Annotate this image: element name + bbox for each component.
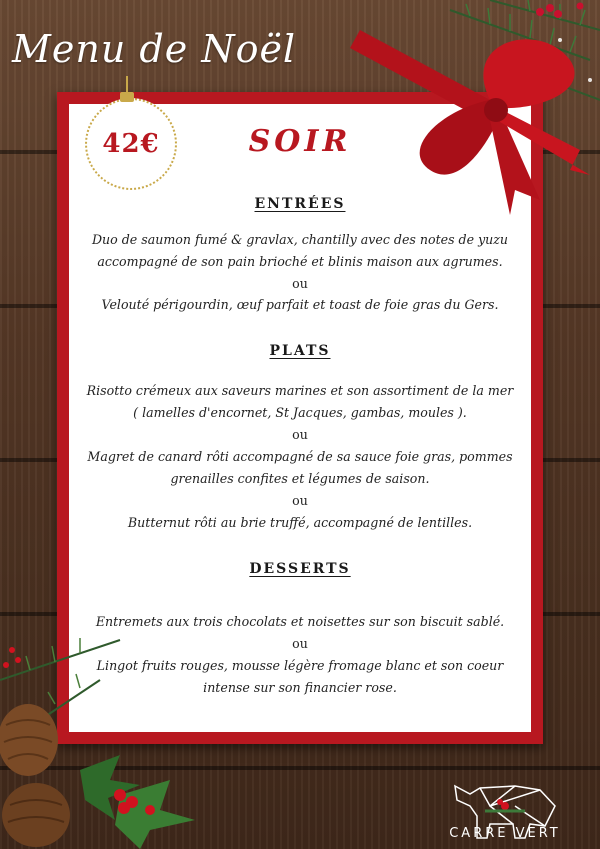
menu-line: Duo de saumon fumé & gravlax, chantilly avec des notes de yuzu [91, 232, 509, 247]
brand-name: CARRE VERT [449, 826, 561, 841]
section-title-plats: PLATS [269, 343, 331, 359]
menu-line: Magret de canard rôti accompagné de sa sauce foie gras, pommes [87, 449, 513, 464]
menu-or: ou [292, 427, 308, 442]
menu-line: Entremets aux trois chocolats et noisettes sur son biscuit sablé. [95, 614, 505, 629]
menu-line: Risotto crémeux aux saveurs marines et son assortiment de la mer [86, 383, 514, 398]
service-title: SOIR [248, 124, 352, 159]
menu-line: intense sur son financier rose. [203, 680, 397, 695]
ornament-cap [120, 92, 134, 102]
pinecone-holly-decoration [0, 620, 230, 849]
menu-line: Butternut rôti au brie truffé, accompagné de lentilles. [127, 515, 473, 530]
menu-line: grenailles confites et légumes de saison. [170, 471, 430, 486]
menu-line: ( lamelles d'encornet, St Jacques, gambas, moules ). [133, 405, 467, 420]
menu-or: ou [292, 493, 308, 508]
menu-line: Velouté périgourdin, œuf parfait et toast de foie gras du Gers. [101, 297, 499, 312]
section-title-entrees: ENTRÉES [254, 196, 346, 212]
menu-title: Menu de Noël [12, 27, 297, 71]
menu-or: ou [292, 276, 308, 291]
section-title-desserts: DESSERTS [249, 561, 351, 577]
price-label: 42€ [102, 129, 160, 159]
menu-line: accompagné de son pain brioché et blinis maison aux agrumes. [97, 254, 503, 269]
menu-or: ou [292, 636, 308, 651]
menu-line: Lingot fruits rouges, mousse légère fromage blanc et son coeur [96, 658, 504, 673]
